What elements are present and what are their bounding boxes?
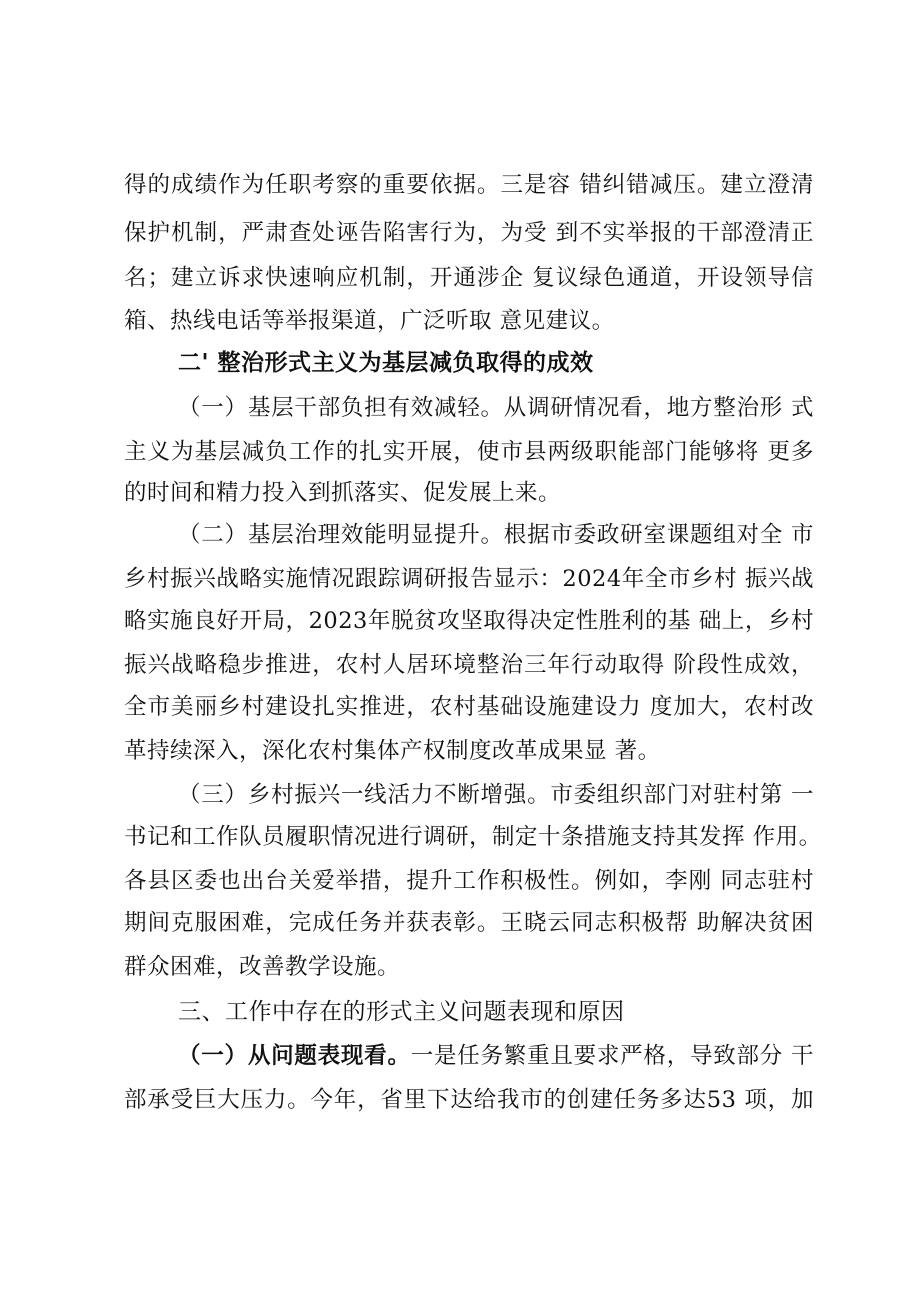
- paragraph-line: 各县区委也出台关爱举措，提升工作积极性。例如，李刚 同志驻村: [124, 868, 814, 894]
- paragraph-line: 书记和工作队员履职情况进行调研，制定十条措施支持其发挥 作用。: [124, 824, 822, 850]
- paragraph-line: 乡村振兴战略实施情况跟踪调研报告显示：2024年全市乡村 振兴战: [124, 566, 814, 592]
- paragraph-line: 全市美丽乡村建设扎实推进，农村基础设施建设力 度加大，农村改: [124, 694, 814, 720]
- section-heading-2: 二' 整治形式主义为基层减负取得的成效: [178, 349, 594, 376]
- paragraph-line: 保护机制，严肃查处诬告陷害行为，为受 到不实举报的干部澄清正: [124, 220, 814, 246]
- paragraph-line: 名；建立诉求快速响应机制，开通涉企 复议绿色通道，开设领导信: [124, 265, 814, 291]
- paragraph-line: （三）乡村振兴一线活力不断增强。市委组织部门对驻村第 一: [178, 782, 814, 808]
- paragraph-line: 箱、热线电话等举报渠道，广泛听取 意见建议。: [124, 308, 615, 334]
- paragraph-line: 群众困难，改善教学设施。: [124, 954, 401, 980]
- paragraph-line: 革持续深入，深化农村集体产权制度改革成果显 著。: [124, 738, 661, 764]
- paragraph-line: 略实施良好开局，2023年脱贫攻坚取得决定性胜利的基 础上，乡村: [124, 608, 814, 634]
- paragraph-line: 振兴战略稳步推进，农村人居环境整治三年行动取得 阶段性成效，: [124, 652, 814, 678]
- paragraph-line: （二）基层治理效能明显提升。根据市委政研室课题组对全 市: [178, 522, 814, 548]
- paragraph-line: 部承受巨大压力。今年，省里下达给我市的创建任务多达53 项，加: [124, 1087, 814, 1113]
- paragraph-line: 主义为基层减负工作的扎实开展，使市县两级职能部门能够将 更多: [124, 439, 814, 465]
- paragraph-line: 得的成绩作为任职考察的重要依据。三是容 错纠错减压。建立澄清: [124, 172, 814, 198]
- paragraph-line: （一）基层干部负担有效减轻。从调研情况看，地方整治形 式: [178, 395, 814, 421]
- paragraph-line: 的时间和精力投入到抓落实、促发展上来。: [124, 480, 562, 506]
- section-heading-3: 三、工作中存在的形式主义问题表现和原因: [178, 999, 625, 1025]
- paragraph-line: [178, 1041, 814, 1071]
- paragraph-line: 期间克服困难，完成任务并获表彰。王晓云同志积极帮 助解决贫困: [124, 910, 814, 936]
- paragraph-text: 一是任务繁重且要求严格，导致部分 干: [410, 1043, 814, 1069]
- paragraph-lead: （一）从问题表现看。: [178, 1043, 411, 1069]
